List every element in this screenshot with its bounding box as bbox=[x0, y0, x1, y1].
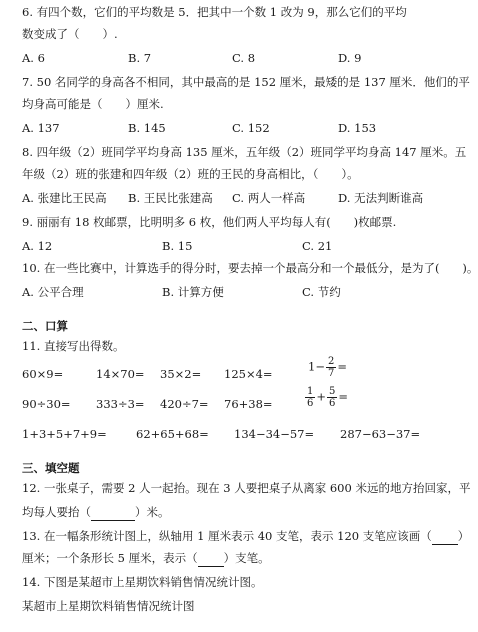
calc-row2-item1: 90÷30= bbox=[22, 397, 71, 411]
calc-row2-item4: 76+38= bbox=[224, 397, 273, 411]
q13-answer-blank-1 bbox=[432, 528, 458, 545]
q7-option-a: A. 137 bbox=[22, 121, 60, 135]
calc-row1-frac-eq: = bbox=[337, 359, 347, 374]
calc-row3-item1: 1+3+5+7+9= bbox=[22, 427, 107, 441]
calc-row2-plus: + bbox=[316, 389, 327, 404]
q8-option-d: D. 无法判断谁高 bbox=[338, 191, 424, 205]
q8-option-c: C. 两人一样高 bbox=[232, 191, 306, 205]
q9-option-b: B. 15 bbox=[162, 239, 193, 253]
q6-option-a: A. 6 bbox=[22, 51, 45, 65]
q13-line1: 13. 在一幅条形统计图上，纵轴用 1 厘米表示 40 支笔，表示 120 支笔应该画（ ） bbox=[22, 529, 470, 543]
q8-option-b: B. 王民比张建高 bbox=[128, 191, 213, 205]
q7-option-c: C. 152 bbox=[232, 121, 270, 135]
q12-line1: 12. 一张桌子，需要 2 人一起抬。现在 3 人要把桌子从离家 600 米远的地方抬回家，平 bbox=[22, 481, 471, 495]
section2-title: 二、口算 bbox=[22, 319, 68, 333]
calc-row3-item4: 287−63−37= bbox=[340, 427, 421, 441]
q10-option-b: B. 计算方便 bbox=[162, 285, 224, 299]
q8-line2: 年级（2）班的张建和四年级（2）班的王民的身高相比，（ ）。 bbox=[22, 167, 359, 181]
calc-row3-item2: 62+65+68= bbox=[136, 427, 209, 441]
q6-option-b: B. 7 bbox=[128, 51, 152, 65]
q13-answer-blank-2 bbox=[198, 550, 224, 567]
q7-option-d: D. 153 bbox=[338, 121, 377, 135]
calc-row3-item3: 134−34−57= bbox=[234, 427, 315, 441]
q10-line1: 10. 在一些比赛中，计算选手的得分时，要去掉一个最高分和一个最低分，是为了( )。 bbox=[22, 261, 478, 275]
q6-line2: 数变成了（ ）. bbox=[22, 27, 118, 41]
q8-option-a: A. 张建比王民高 bbox=[22, 191, 107, 205]
fraction-1-6: $\frac{1}{6}$ bbox=[307, 386, 314, 409]
q11-prompt: 11. 直接写出得数。 bbox=[22, 339, 125, 353]
section3-title: 三、填空题 bbox=[22, 461, 80, 475]
q12-answer-blank bbox=[91, 504, 135, 521]
q13-line2: 厘米；一个条形长 5 厘米，表示（ ）支笔。 bbox=[22, 551, 270, 565]
q10-option-a: A. 公平合理 bbox=[22, 285, 84, 299]
q7-option-b: B. 145 bbox=[128, 121, 166, 135]
q6-option-d: D. 9 bbox=[338, 51, 362, 65]
q8-line1: 8. 四年级（2）班同学平均身高 135 厘米，五年级（2）班同学平均身高 147 厘米。五 bbox=[22, 145, 467, 159]
calc-row2-frac-eq: = bbox=[338, 389, 349, 404]
fraction-2-7: $\frac{2}{7}$ bbox=[327, 356, 335, 379]
q9-option-c: C. 21 bbox=[302, 239, 333, 253]
q10-option-c: C. 节约 bbox=[302, 285, 341, 299]
calc-row2-item2: 333÷3= bbox=[96, 397, 145, 411]
q6-option-c: C. 8 bbox=[232, 51, 256, 65]
calc-row1-item4: 125×4= bbox=[224, 367, 273, 381]
calc-row1-item2: 14×70= bbox=[96, 367, 145, 381]
calc-row1-item3: 35×2= bbox=[160, 367, 202, 381]
q7-line2: 均身高可能是（ ）厘米. bbox=[22, 97, 164, 111]
q9-line1: 9. 丽丽有 18 枚邮票，比明明多 6 枚，他们两人平均每人有( )枚邮票. bbox=[22, 215, 397, 229]
calc-row2-fraction-expr bbox=[304, 386, 348, 409]
q7-line1: 7. 50 名同学的身高各不相同，其中最高的是 152 厘米，最矮的是 137 厘米．他们的平 bbox=[22, 75, 470, 89]
q14-prompt: 14. 下图是某超市上星期饮料销售情况统计图。 bbox=[22, 575, 263, 589]
calc-row1-whole: 1− bbox=[308, 359, 325, 374]
q9-option-a: A. 12 bbox=[22, 239, 53, 253]
q6-line1: 6. 有四个数，它们的平均数是 5．把其中一个数 1 改为 9，那么它们的平均 bbox=[22, 5, 407, 19]
calc-row1-item1: 60×9= bbox=[22, 367, 64, 381]
fraction-5-6: $\frac{5}{6}$ bbox=[329, 386, 336, 409]
calc-row1-fraction-expr bbox=[308, 356, 347, 379]
q12-line2: 均每人要抬（ ）米。 bbox=[22, 505, 170, 519]
calc-row2-item3: 420÷7= bbox=[160, 397, 209, 411]
chart-caption: 某超市上星期饮料销售情况统计图 bbox=[22, 599, 195, 613]
